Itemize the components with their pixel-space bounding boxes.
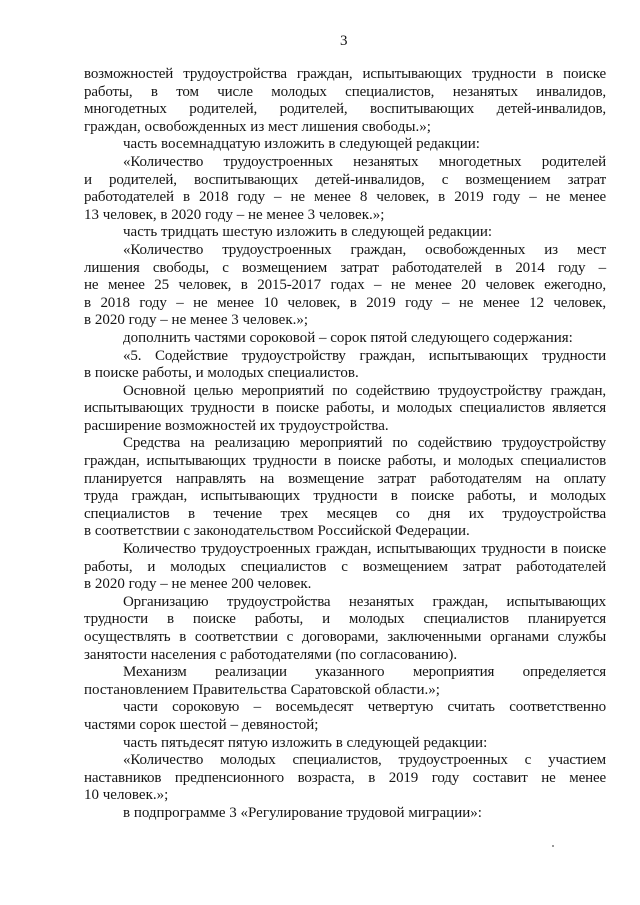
- text-line: частями сорок шестой – девяностой;: [84, 716, 319, 733]
- page-number: 3: [340, 33, 348, 49]
- text-line: труда граждан, испытывающих трудности в поиске работы, и молодых: [84, 488, 606, 505]
- text-line: Механизм реализации указанного мероприятия определяется: [123, 664, 606, 681]
- text-line: часть пятьдесят пятую изложить в следующей редакции:: [123, 734, 488, 751]
- text-line: Основной целью мероприятий по содействию трудоустройству граждан,: [123, 382, 606, 399]
- text-line: «Количество трудоустроенных незанятых многодетных родителей: [123, 153, 606, 170]
- text-line: 13 человек, в 2020 году – не менее 3 человек.»;: [84, 206, 385, 223]
- text-line: постановлением Правительства Саратовской области.»;: [84, 681, 440, 698]
- text-line: трудности в поиске работы, и молодых специалистов планируется: [84, 611, 606, 628]
- text-line: Средства на реализацию мероприятий по содействию трудоустройству: [123, 435, 606, 452]
- text-line: осуществлять в соответствии с договорами, заключенными органами службы: [84, 629, 606, 645]
- text-line: граждан, освобожденных из мест лишения свободы.»;: [84, 118, 431, 135]
- text-line: в поиске работы, и молодых специалистов.: [84, 365, 359, 382]
- text-line: «5. Содействие трудоустройству граждан, испытывающих трудности: [123, 347, 606, 364]
- text-line: работодателей в 2018 году – не менее 8 человек, в 2019 году – не менее: [84, 189, 606, 206]
- document-body: [84, 66, 606, 823]
- text-line: в 2020 году – не менее 3 человек.»;: [84, 312, 309, 329]
- text-line: Количество трудоустроенных граждан, испытывающих трудности в поиске: [123, 541, 606, 558]
- text-line: работы, и молодых специалистов с возмещением затрат работодателей: [84, 558, 606, 575]
- text-line: работы, в том числе молодых специалистов, незанятых инвалидов,: [84, 83, 606, 100]
- text-line: многодетных родителей, родителей, воспитывающих детей-инвалидов,: [84, 101, 606, 118]
- text-line: в 2020 году – не менее 200 человек.: [84, 576, 312, 593]
- text-line: занятости населения с работодателями (по согласованию).: [84, 646, 458, 663]
- text-line: специалистов в течение трех месяцев со дня их трудоустройства: [84, 505, 606, 522]
- text-line: в соответствии с законодательством Российской Федерации.: [84, 523, 470, 540]
- text-line: Организацию трудоустройства незанятых граждан, испытывающих: [123, 593, 606, 610]
- text-line: в подпрограмме 3 «Регулирование трудовой миграции»:: [123, 804, 482, 821]
- text-line: дополнить частями сороковой – сорок пятой следующего содержания:: [123, 329, 573, 346]
- text-line: возможностей трудоустройства граждан, испытывающих трудности в поиске: [84, 66, 606, 82]
- text-line: испытывающих трудности в поиске работы, и молодых специалистов является: [84, 400, 606, 417]
- text-line: и родителей, воспитывающих детей-инвалидов, с возмещением затрат: [84, 171, 606, 188]
- text-line: части сороковую – восемьдесят четвертую считать соответственно: [123, 699, 606, 716]
- text-line: 10 человек.»;: [84, 787, 169, 804]
- text-line: наставников предпенсионного возраста, в 2019 году составит не менее: [84, 769, 606, 786]
- text-line: граждан, испытывающих трудности в поиске работы, и молодых специалистов: [84, 453, 606, 470]
- text-line: «Количество трудоустроенных граждан, освобожденных из мест: [123, 241, 606, 258]
- text-line: расширение возможностей их трудоустройства.: [84, 417, 389, 434]
- text-line: часть тридцать шестую изложить в следующей редакции:: [123, 224, 493, 241]
- text-line: «Количество молодых специалистов, трудоустроенных с участием: [123, 752, 606, 769]
- text-line: планируется направлять на возмещение затрат работодателям на оплату: [84, 470, 606, 487]
- text-line: лишения свободы, с возмещением затрат работодателей в 2014 году –: [84, 259, 606, 276]
- text-line: часть восемнадцатую изложить в следующей редакции:: [123, 136, 480, 153]
- scan-speck: [552, 845, 554, 847]
- text-line: не менее 25 человек, в 2015-2017 годах – не менее 20 человек ежегодно,: [84, 277, 606, 294]
- text-line: в 2018 году – не менее 10 человек, в 2019 году – не менее 12 человек,: [84, 294, 606, 311]
